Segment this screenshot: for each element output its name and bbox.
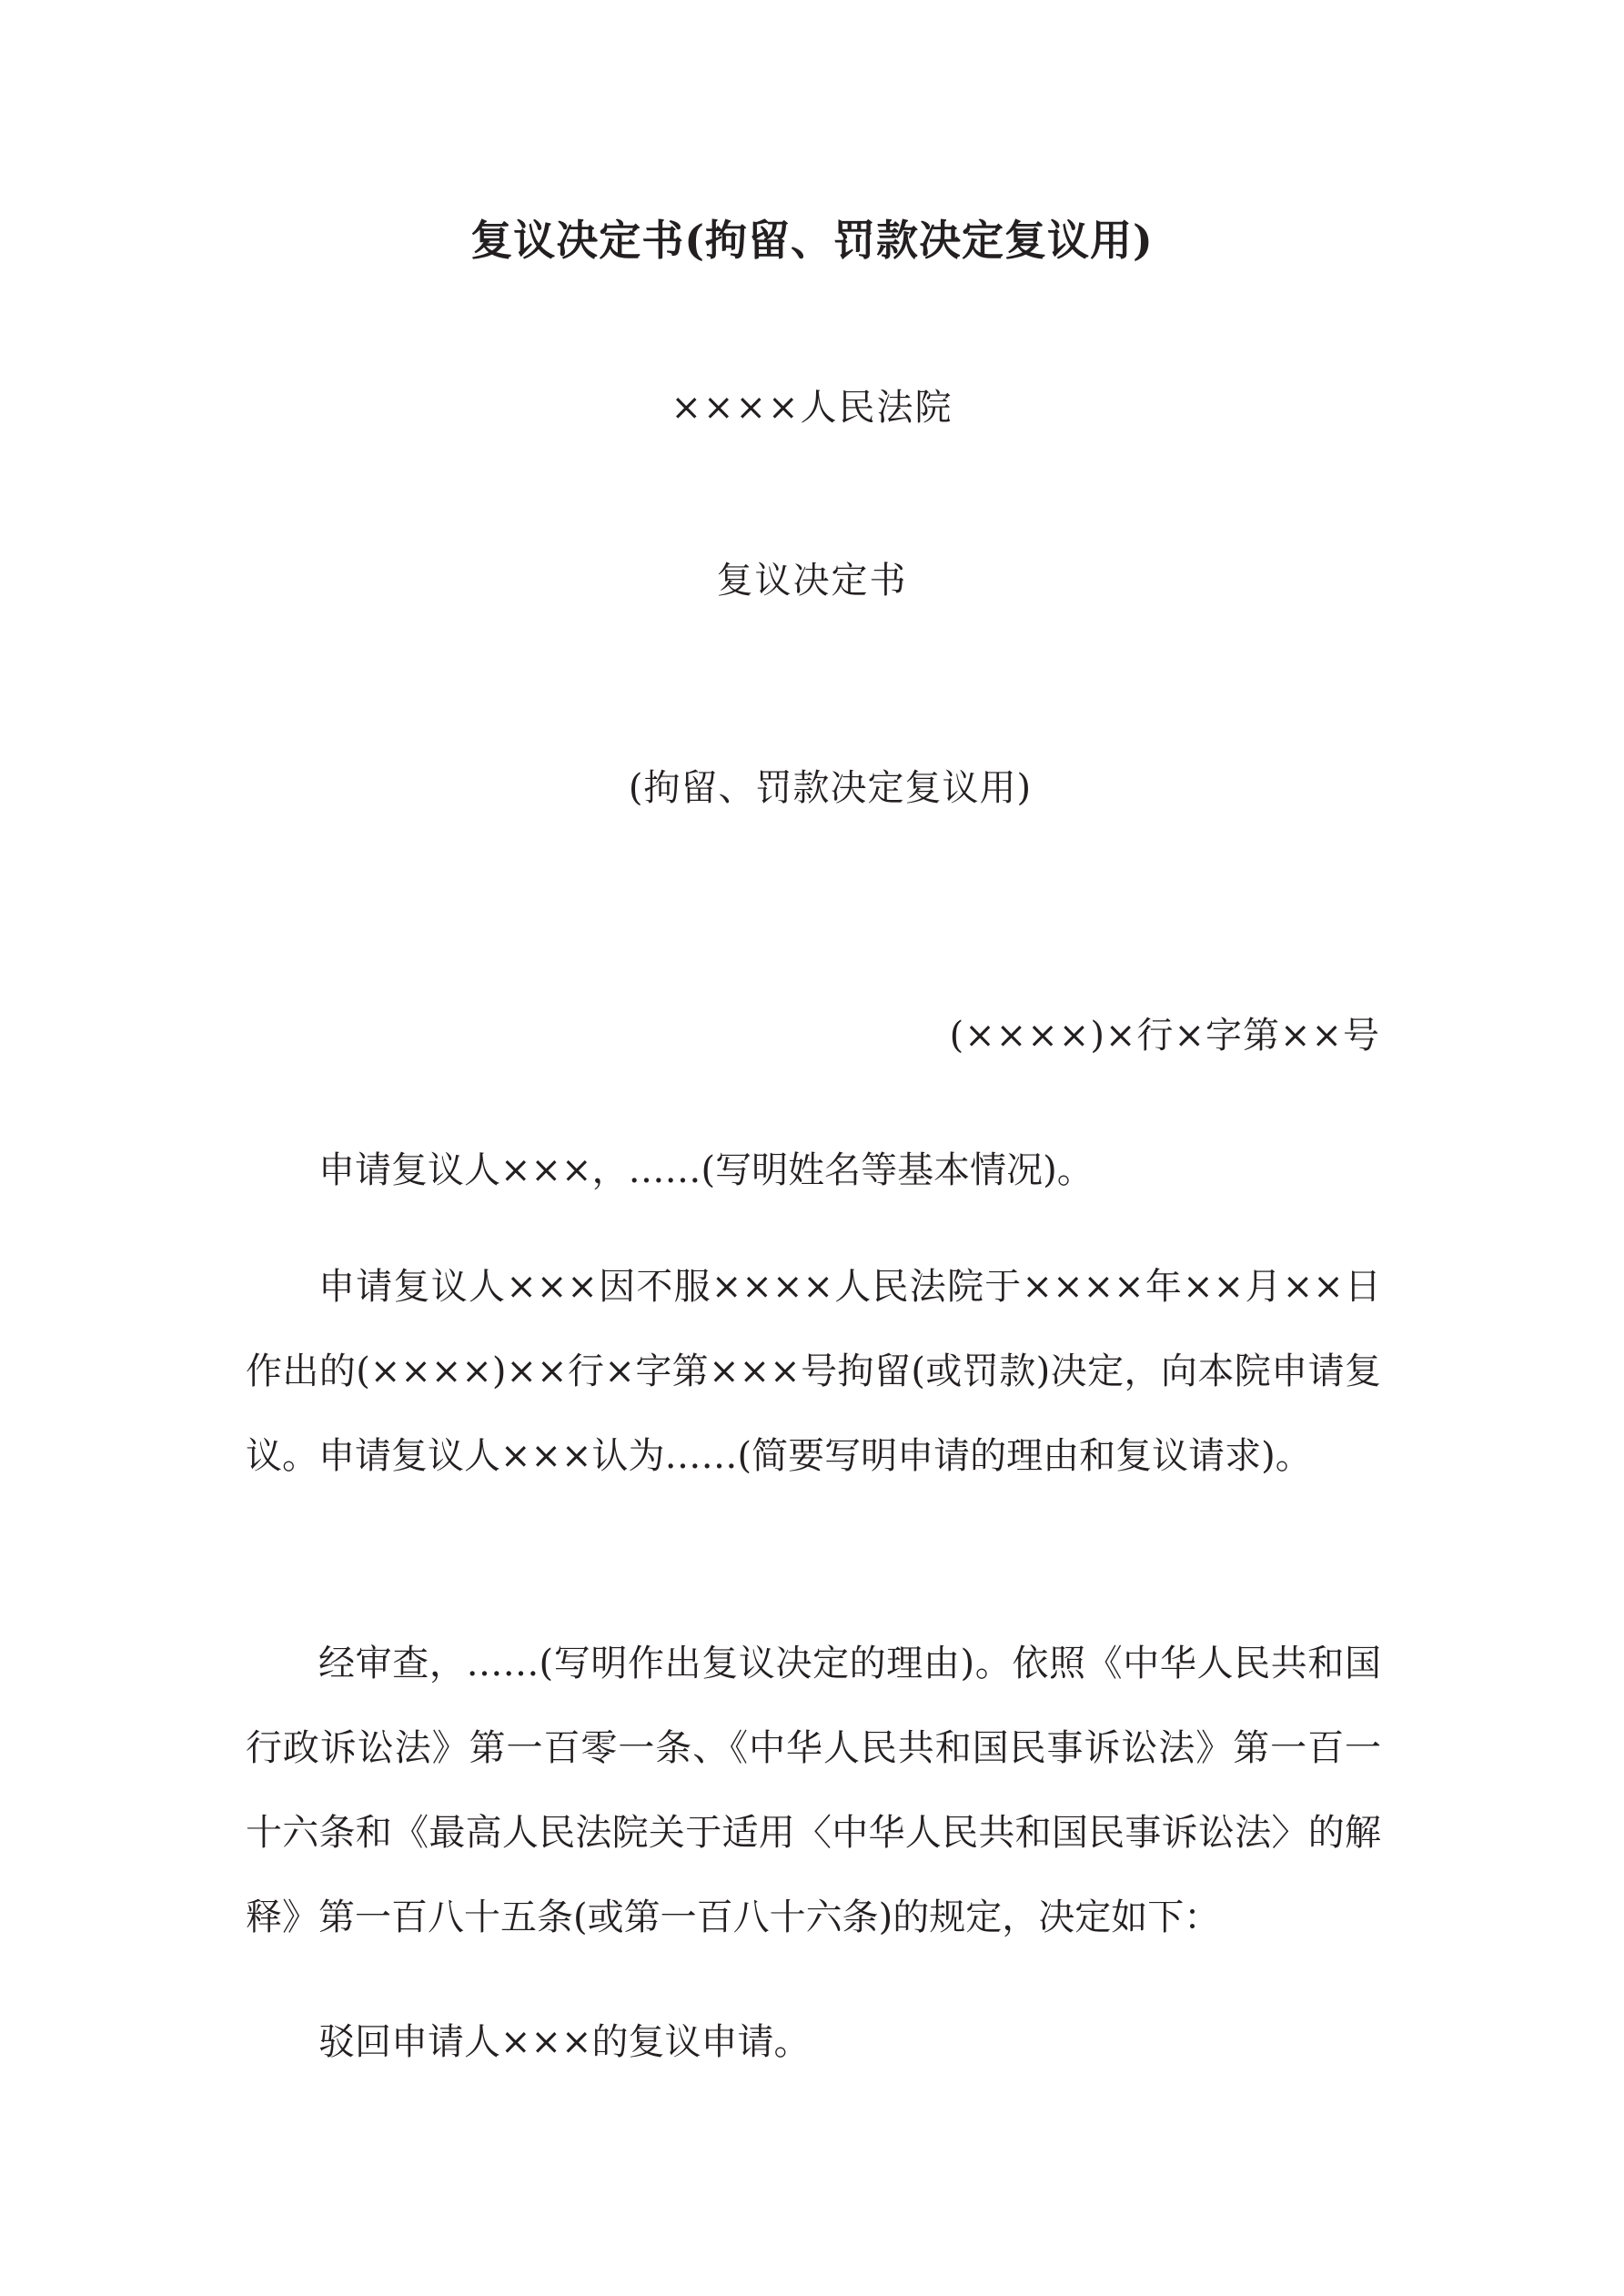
document-type: 复议决定书	[716, 560, 908, 602]
court-name: ××××人民法院	[671, 387, 953, 429]
case-number: (××××)×行×字第××号	[949, 1015, 1380, 1057]
paragraph-review-reasons: 经审查，……(写明作出复议决定的理由)。依照《中华人民共和国行政诉讼法》第一百零一条、《中华人民共和国民事诉讼法》第一百一十六条和《最高人民法院关于适用〈中华人民共和国民事诉讼法〉的解释》第一百八十五条(或第一百八十六条)的规定，决定如下：	[246, 1643, 1381, 1938]
paragraph-applicant: 申请复议人×××，……(写明姓名等基本情况)。	[318, 1149, 1094, 1191]
document-subtitle: (拘留、罚款决定复议用)	[628, 767, 1033, 809]
paragraph-decision: 驳回申请人×××的复议申请。	[318, 2021, 811, 2063]
paragraph-application: 申请复议人×××因不服××××人民法院于××××年××月××日作出的(××××)××行×字第×××号拘留(或罚款)决定，向本院申请复议。申请复议人×××认为……(简要写明申请的理由和复议请求)。	[246, 1266, 1381, 1477]
document-title: 复议决定书(拘留、罚款决定复议用)	[470, 216, 1154, 265]
